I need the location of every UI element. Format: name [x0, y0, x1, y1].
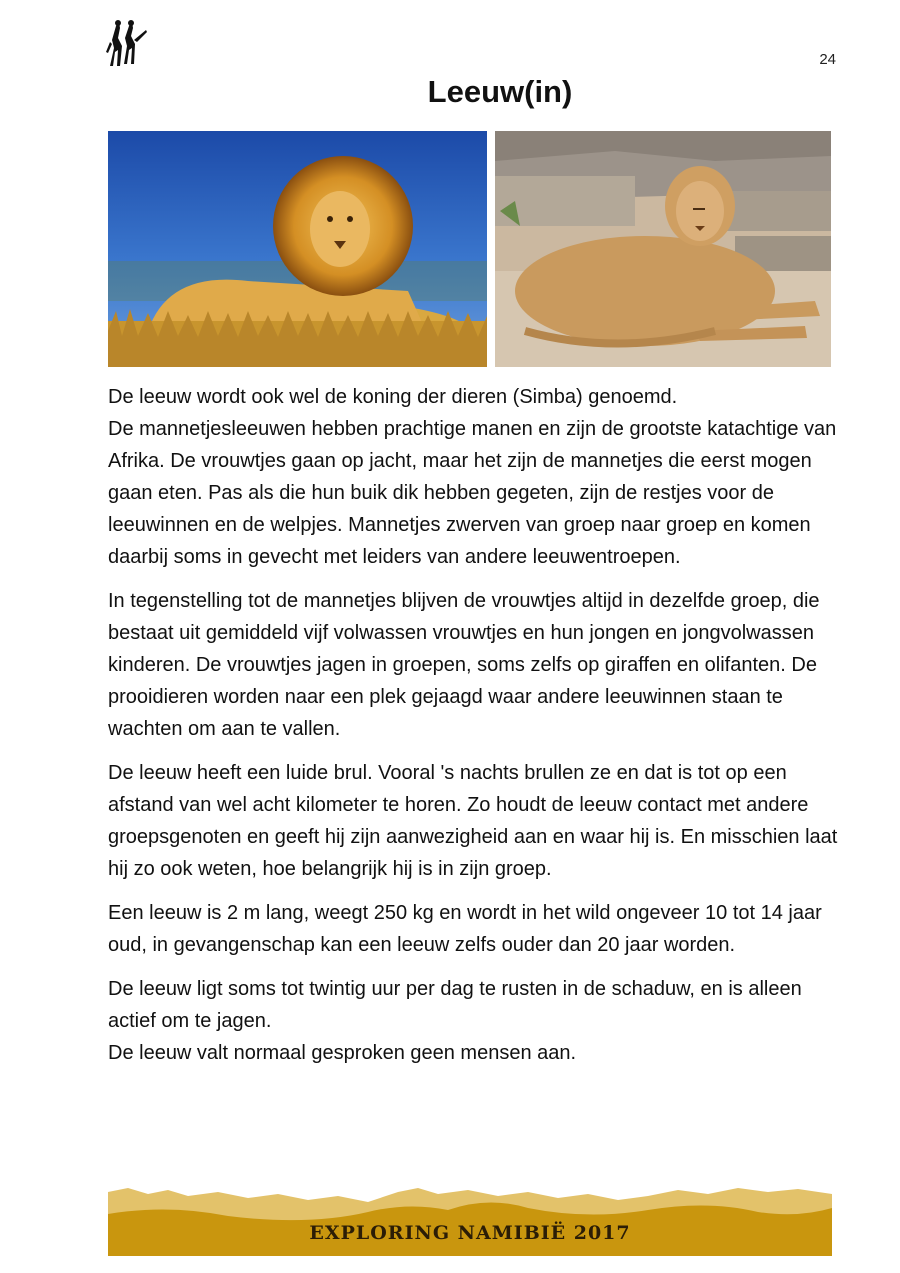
paragraph-size: Een leeuw is 2 m lang, weegt 250 kg en wordt in het wild ongeveer 10 tot 14 jaar oud, in gevangenschap kan een leeuw zelfs ouder dan 20 jaar worden. [108, 902, 822, 956]
logo-icon [104, 18, 150, 68]
intro-line-2: De mannetjesleeuwen hebben prachtige manen en zijn de grootste katachtige van Afrika. De vrouwtjes gaan op jacht, maar het zijn de mannetjes die eerst mogen gaan eten. Pas als die hun buik dik hebben gegeten, zijn de restjes voor de leeuwinnen en de welpjes. Mannetjes zwerven van groep naar groep en komen daarbij soms in gevecht met leiders van andere leeuwentroepen. [108, 418, 837, 568]
rest-line-2: De leeuw valt normaal gesproken geen mensen aan. [108, 1042, 577, 1064]
banner-landscape-icon [108, 1186, 832, 1256]
paragraph-rest [108, 973, 838, 1069]
paragraph-intro [108, 381, 838, 573]
lion-photo [108, 131, 487, 367]
footer-banner-text: EXPLORING NAMIBIË 2017 [309, 1222, 631, 1244]
page-title: Leeuw(in) [427, 74, 573, 109]
intro-line-1: De leeuw wordt ook wel de koning der dieren (Simba) genoemd. [108, 386, 678, 408]
paragraph-females: In tegenstelling tot de mannetjes blijven de vrouwtjes altijd in dezelfde groep, die bestaat uit gemiddeld vijf volwassen vrouwtjes en hun jongen en jongvolwassen kinderen. De vrouwtjes jagen in groepen, soms zelfs op giraffen en olifanten. De prooidieren worden naar een plek gejaagd waar andere leeuwinnen staan te wachten om aan te vallen. [108, 590, 820, 740]
article-body [108, 381, 838, 1081]
rest-line-1: De leeuw ligt soms tot twintig uur per dag te rusten in de schaduw, en is alleen actief om te jagen. [108, 978, 802, 1032]
lioness-photo [495, 131, 831, 367]
paragraph-roar: De leeuw heeft een luide brul. Vooral 's nachts brullen ze en dat is tot op een afstand van wel acht kilometer te horen. Zo houdt de leeuw contact met andere groepsgenoten en geeft hij zijn aanwezigheid aan en waar hij is. En misschien laat hij zo ook weten, hoe belangrijk hij is in zijn groep. [108, 762, 838, 880]
page-number: 24 [819, 51, 836, 68]
footer-banner [108, 1186, 832, 1256]
